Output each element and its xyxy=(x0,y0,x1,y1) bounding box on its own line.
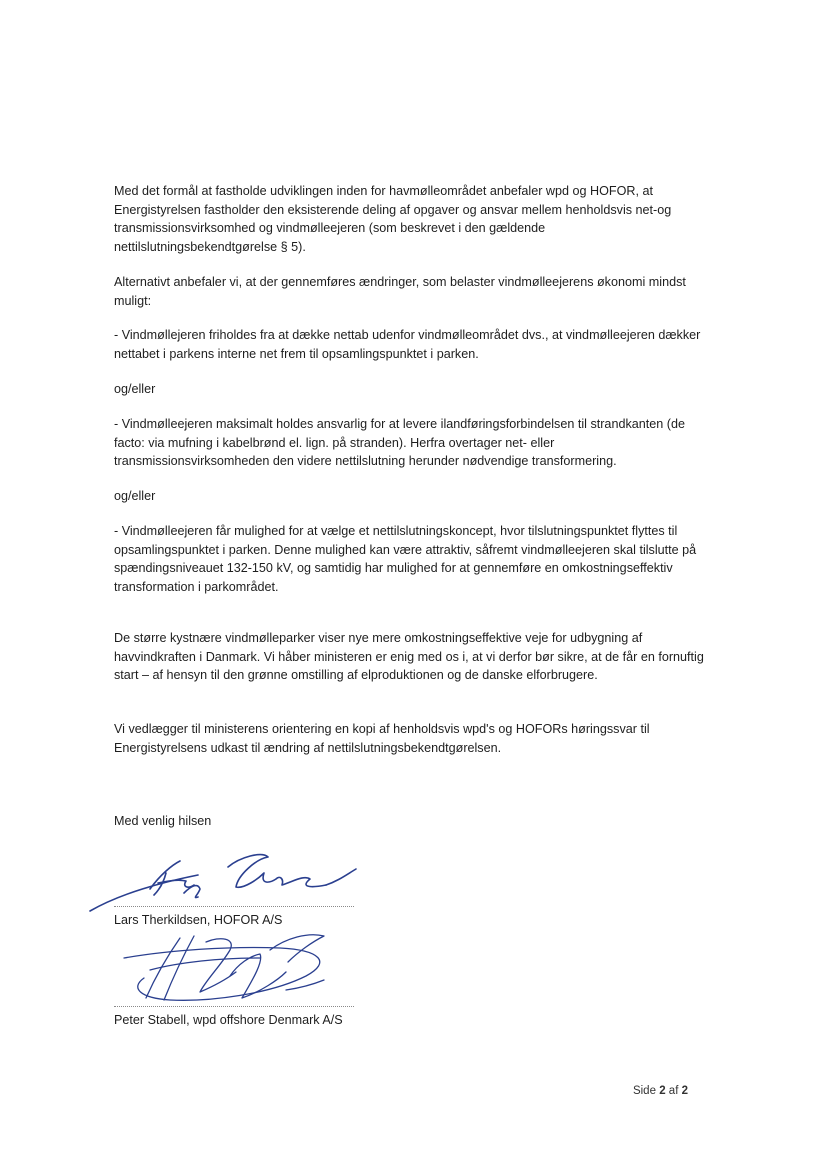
signature-line-2 xyxy=(114,1006,354,1007)
paragraph-conclusion: De større kystnære vindmølleparker viser nye mere omkostningseffektive veje for udbygning af havvindkraften i Danmark. Vi håber ministeren er enig med os i, at vi derfor bør sikre, at de får en fornuftig start – af hensyn til den grønne omstilling af elproduktionen og de danske elforbrugere. xyxy=(114,631,704,683)
signatory-2-name: Peter Stabell, wpd offshore Denmark A/S xyxy=(114,1013,343,1027)
paragraph-bullet-2: - Vindmølleejeren maksimalt holdes ansvarlig for at levere ilandføringsforbindelsen til strandkanten (de facto: via mufning i kabelbrønd el. lign. på stranden). Herfra overtager net- eller transmissionsvirksomheden den videre nettilslutning herunder nødvendige transformering. xyxy=(114,417,685,469)
signature-peter-stabell xyxy=(110,928,340,1008)
paragraph-or-2: og/eller xyxy=(114,489,156,503)
closing-greeting: Med venlig hilsen xyxy=(114,814,212,828)
page-number-middle: af xyxy=(668,1085,679,1097)
page-number-prefix: Side xyxy=(632,1085,656,1097)
paragraph-bullet-3: - Vindmølleejeren får mulighed for at vælge et nettilslutningskoncept, hvor tilslutningspunktet flyttes til opsamlingspunktet i parken. Denne mulighed kan være attraktiv, såfremt vindmølleejeren skal tilslutte på spændingsniveauet 132-150 kV, og samtidig har mulighed for at gennemføre en omkostningseffektiv transformation i parkområdet. xyxy=(114,524,697,594)
paragraph-attachment: Vi vedlægger til ministerens orientering en kopi af henholdsvis wpd's og HOFORs høringssvar til Energistyrelsens udkast til ændring af nettilslutningsbekendtgørelsen. xyxy=(114,722,650,755)
paragraph-or-1: og/eller xyxy=(114,382,156,396)
page-number-current: 2 xyxy=(659,1085,666,1097)
paragraph-alternative: Alternativt anbefaler vi, at der gennemføres ændringer, som belaster vindmølleejerens økonomi mindst muligt: xyxy=(114,275,686,308)
signature-line-1 xyxy=(114,906,354,907)
page-number-total: 2 xyxy=(681,1085,688,1097)
signatory-1-name: Lars Therkildsen, HOFOR A/S xyxy=(114,913,283,927)
page-number xyxy=(600,1085,688,1097)
paragraph-recommendation: Med det formål at fastholde udviklingen inden for havmølleområdet anbefaler wpd og HOFOR, at Energistyrelsen fastholder den eksisterende deling af opgaver og ansvar mellem henholdsvis net-og transmissionsvirksomhed og vindmølleejeren (som beskrevet i den gældende nettilslutningsbekendtgørelse § 5). xyxy=(114,184,672,254)
signature-lars-therkildsen xyxy=(88,845,358,915)
paragraph-bullet-1: - Vindmøllejeren friholdes fra at dække nettab udenfor vindmølleområdet dvs., at vindmølleejeren dækker nettabet i parkens interne net frem til opsamlingspunktet i parken. xyxy=(114,328,701,361)
